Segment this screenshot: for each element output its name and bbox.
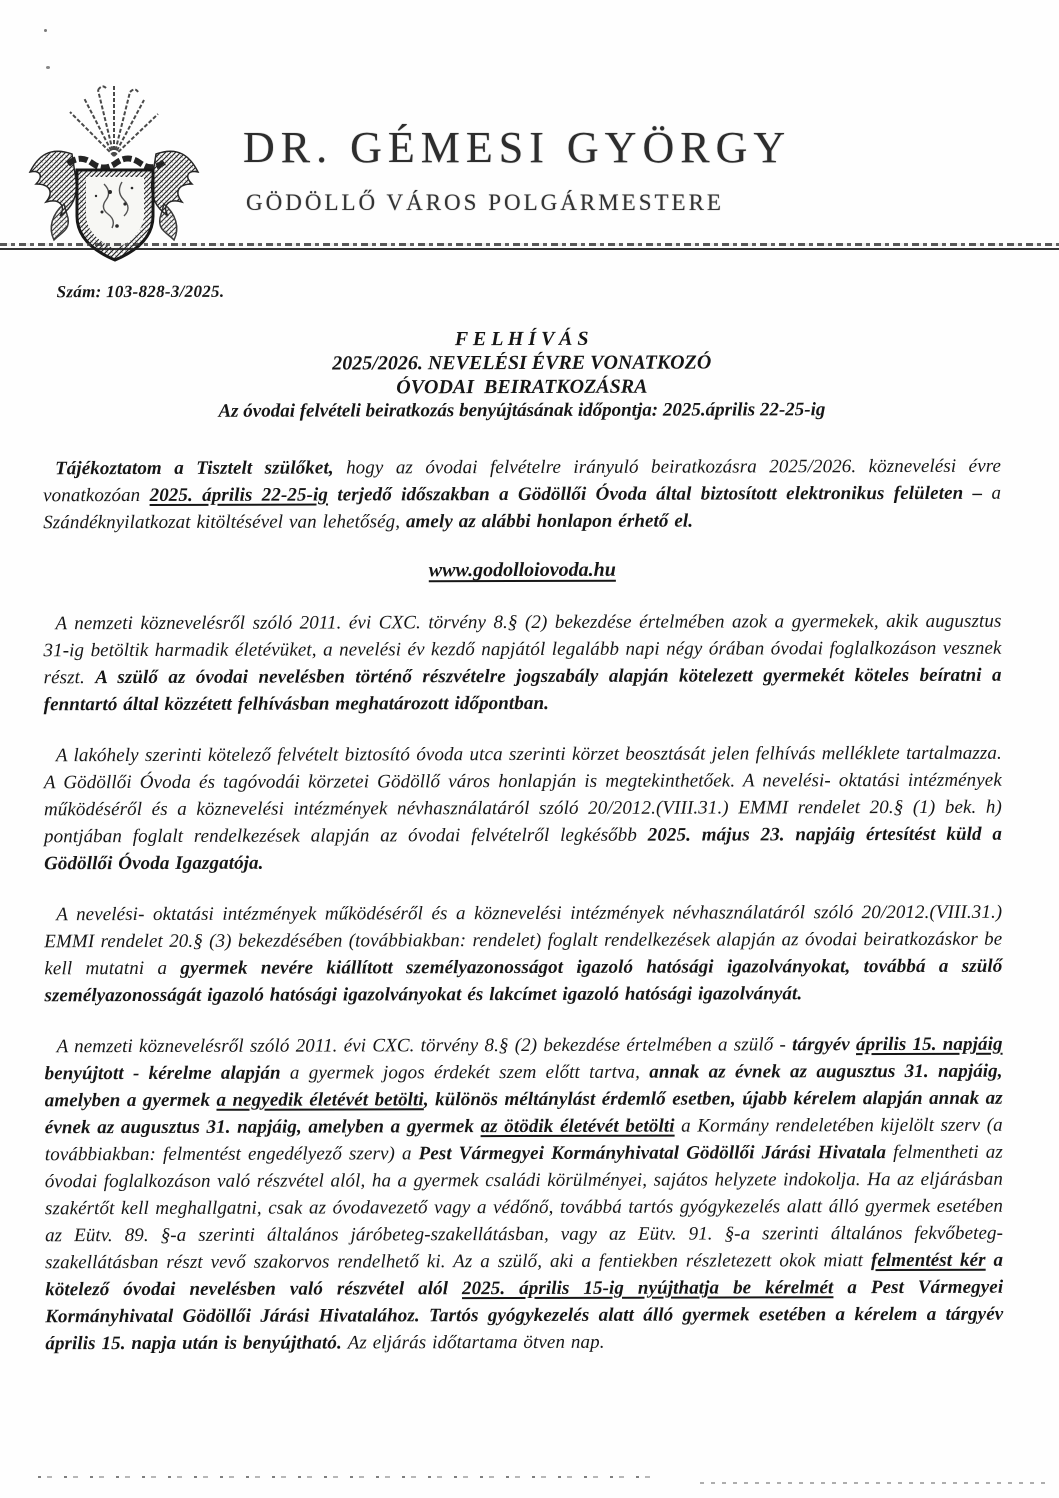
text-run: tárgyév (792, 1034, 857, 1056)
notice-subtitle-year: 2025/2026. NEVELÉSI ÉVRE VONATKOZÓ (332, 351, 712, 375)
text-run: a kötelező óvodai nevelésben való részvétel alól (45, 1249, 1004, 1301)
paragraph (43, 608, 1001, 719)
text-run: Az eljárás időtartama ötven nap. (347, 1331, 605, 1354)
header-divider (0, 243, 1059, 250)
text-run: 2025. május 23. napjáig értesítést küld a Gödöllői Óvoda Igazgatója. (44, 823, 1003, 875)
text-run: Tájékoztatom a Tisztelt szülőket, (55, 457, 334, 480)
text-run: gyermek nevére kiállított személyazonosságot igazoló hatósági igazolványokat, továbbá a szülő személyazonosságát igazoló hatósági igazolványokat és lakcímet igazoló hatósági igazolványát. (44, 955, 1003, 1007)
divider-dashed-line (0, 243, 1059, 246)
notice-subtitle-enrollment: ÓVODAI BEIRATKOZÁSRA (396, 375, 648, 399)
website-link: www.godolloiovoda.hu (428, 558, 616, 582)
text-run: a negyedik életévét betölti (216, 1089, 424, 1111)
text-run: a gyermek jogos érdekét szem előtt tartva, (289, 1061, 650, 1084)
notice-deadline: Az óvodai felvételi beiratkozás benyújtásának időpontja: 2025.április 22-25-ig (218, 399, 826, 422)
text-run: 2025. április 22-25-ig (149, 484, 329, 506)
notice-heading: F E L H Í V Á S (454, 327, 589, 351)
text-run: hogy az óvodai felvételre irányuló beiratkozásra 2025/2026. köznevelési évre vonatkozóan (43, 455, 1002, 507)
text-run: A nemzeti köznevelésről szóló 2011. évi CXC. törvény 8.§ (2) bekezdése értelmében a szülő - (56, 1034, 793, 1058)
text-run: A nemzeti köznevelésről szóló 2011. évi CXC. törvény 8.§ (2) bekezdése értelmében azok a gyermekek, akik augusztus 31-ig betöltik harmadik életévüket, a nevelési év kezdő napjától legalább napi négy órában óvodai foglalkozáson vesznek részt. (43, 610, 1002, 689)
scan-speck (46, 66, 50, 69)
text-run: felmentést kér (870, 1249, 986, 1272)
text-run: április 15. napjáig (855, 1033, 1003, 1056)
paragraph (44, 899, 1002, 1010)
text-run: az ötödik életévét betölti (480, 1115, 675, 1138)
divider-solid-line (0, 248, 1059, 250)
text-run: amely az alábbi honlapon érhető el. (405, 510, 694, 533)
text-run: terjedő időszakban a Gödöllői Óvoda által biztosított elektronikus felületen – (327, 482, 992, 506)
text-run: a Pest Vármegyei Kormányhivatal Gödöllői Járási Hivatalához. Tartós gyógykezelés alatt álló gyermek esetében a kérelem a tárgyév április 15. napja után is benyújtható. (45, 1276, 1004, 1355)
paragraph (43, 453, 1001, 537)
text-run: A szülő az óvodai nevelésben történő részvételre jogszabály alapján kötelezett gyermekét köteles beíratni a fenntartó által közzétett felhívásban meghatározott időpontban. (43, 664, 1002, 716)
document-body (43, 280, 1004, 1382)
text-run: A lakóhely szerinti kötelező felvételt biztosító óvoda utca szerinti körzet beosztását jelen felhívás melléklete tartalmazza. A Gödöllői Óvoda és tagóvodái körzetei Gödöllő város honlapján is megtekinthetőek. A nevelési- oktatási intézmények működéséről és a köznevelési intézmények névhasználatáról szóló 20/2012.(VIII.31.) EMMI rendelet 20.§ (1) bek. h) pontjában foglalt rendelkezések alapján az óvodai felvételről legkésőbb (43, 742, 1002, 848)
text-run: A nevelési- oktatási intézmények működéséről és a köznevelési intézmények névhasználatáról szóló 20/2012.(VIII.31.) EMMI rendelet 20.§ (3) bekezdésében (továbbiakban: rendelet) foglalt rendelkezések alapján az óvodai beiratkozáskor be kell mutatni a (44, 901, 1003, 980)
text-run: benyújtott - kérelme alapján (44, 1062, 290, 1085)
paragraph (44, 740, 1002, 878)
body-paragraphs (43, 453, 1003, 1358)
letterhead-office: GÖDÖLLŐ VÁROS POLGÁRMESTERE (246, 190, 724, 215)
scan-noise-line (38, 1476, 658, 1478)
text-run: annak az évnek az augusztus 31. napjáig, amelyben a gyermek (44, 1060, 1003, 1112)
text-run: felmentheti az óvodai foglalkozáson való részvétel alól, ha a gyermek családi körülményei, sajátos helyzete indokolja. Ha az eljárásban szakértőt kell meghallgatni, csak az óvodavezető vagy a védőnő, továbbá tartós gyógykezelés alatt álló gyermek esetében az Eütv. 89. §-a szerinti általános járóbeteg-szakellátásban, vagy az Eütv. 91. §-a szerinti általános fekvőbeteg-szakellátásban részt vevő szakorvos rendelhető ki. Az a szülő, aki a fentiekben részletezett okok miatt (44, 1141, 1004, 1274)
text-run: , különös méltánylást érdemlő esetben, újabb kérelem alapján annak az évnek az augusztus 31. napjáig, amelyben a gyermek (44, 1087, 1003, 1139)
paragraph (45, 1031, 1004, 1358)
letterhead-name: DR. GÉMESI GYÖRGY (243, 123, 792, 172)
text-run: a Kormány rendeletében kijelölt szerv (a továbbiakban: felmentést engedélyező szerv) a (44, 1114, 1003, 1166)
scan-speck (44, 29, 47, 32)
reference-number: Szám: 103-828-3/2025. (56, 281, 225, 302)
scan-noise-line (700, 1482, 1050, 1484)
text-run: Pest Vármegyei Kormányhivatal Gödöllői Járási Hivatala (418, 1142, 894, 1165)
notice-title-block (43, 326, 1001, 425)
coat-of-arms-icon (24, 84, 204, 266)
text-run: a Szándéknyilatkozat kitöltésével van lehetőség, (43, 482, 1002, 534)
text-run: 2025. április 15-ig nyújthatja be kérelmét (461, 1277, 834, 1300)
